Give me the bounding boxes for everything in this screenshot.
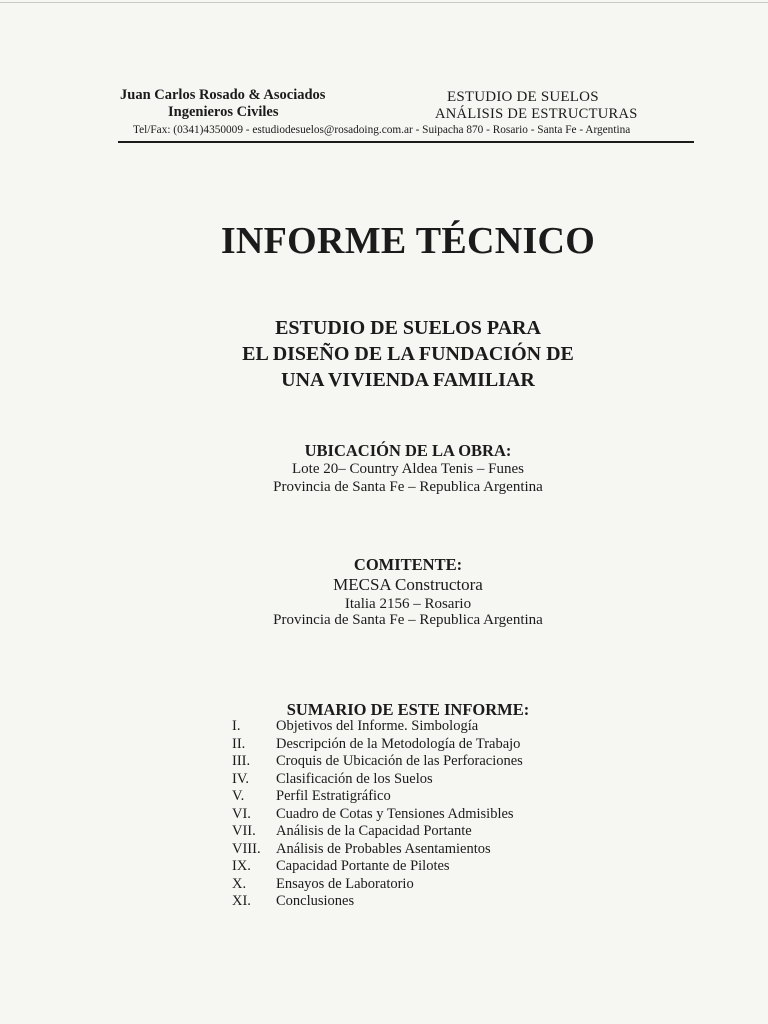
summary-item-number: III. (232, 753, 251, 769)
subtitle-line: ESTUDIO DE SUELOS PARA (275, 317, 541, 339)
summary-item-number: X. (232, 875, 247, 892)
summary-item (232, 823, 632, 841)
summary-item (232, 753, 632, 771)
summary-item (232, 788, 632, 806)
location-line: Provincia de Santa Fe – Republica Argentina (273, 479, 543, 495)
service-structural-analysis: ANÁLISIS DE ESTRUCTURAS (435, 106, 638, 122)
client-name: MECSA Constructora (333, 575, 483, 594)
summary-item (232, 718, 632, 736)
contact-line: Tel/Fax: (0341)4350009 - estudiodesuelos@rosadoing.com.ar - Suipacha 870 - Rosario - Santa Fe - Argentina (133, 124, 631, 136)
summary-item-number: VIII. (232, 840, 261, 857)
summary-item (232, 806, 632, 824)
summary-item-number: V. (232, 788, 245, 804)
summary-heading: SUMARIO DE ESTE INFORME: (286, 700, 530, 719)
client-heading: COMITENTE: (353, 555, 463, 574)
summary-item-text: Análisis de Probables Asentamientos (276, 840, 491, 857)
location-heading: UBICACIÓN DE LA OBRA: (304, 441, 512, 460)
summary-item-text: Descripción de la Metodología de Trabajo (276, 735, 521, 752)
firm-name: Juan Carlos Rosado & Asociados (120, 87, 326, 103)
summary-item (232, 736, 632, 754)
summary-item-number: IX. (232, 858, 251, 874)
location-line: Lote 20– Country Aldea Tenis – Funes (292, 461, 524, 477)
scan-edge-line (0, 2, 768, 3)
firm-profession: Ingenieros Civiles (168, 104, 279, 120)
summary-item-number: VII. (232, 823, 256, 839)
summary-item-number: IV. (232, 770, 250, 787)
subtitle-line: UNA VIVIENDA FAMILIAR (281, 369, 535, 391)
summary-item-text: Análisis de la Capacidad Portante (276, 823, 472, 839)
subtitle-line: EL DISEÑO DE LA FUNDACIÓN DE (242, 343, 574, 365)
summary-item-number: II. (232, 735, 246, 752)
summary-item (232, 858, 632, 876)
summary-item-text: Cuadro de Cotas y Tensiones Admisibles (276, 805, 514, 822)
summary-item-text: Croquis de Ubicación de las Perforaciones (276, 753, 523, 769)
summary-item-text: Ensayos de Laboratorio (276, 875, 414, 892)
summary-item-text: Clasificación de los Suelos (276, 770, 433, 787)
summary-list (232, 718, 632, 911)
summary-item-number: I. (232, 718, 241, 734)
client-address-line: Italia 2156 – Rosario (344, 596, 472, 612)
service-soil-studies: ESTUDIO DE SUELOS (447, 89, 599, 105)
summary-item (232, 771, 632, 789)
header-divider (118, 141, 694, 143)
summary-item-number: VI. (232, 805, 251, 822)
location-address (108, 460, 708, 496)
summary-item (232, 893, 632, 911)
summary-item (232, 876, 632, 894)
summary-item-text: Objetivos del Informe. Simbología (276, 718, 479, 734)
summary-item-text: Perfil Estratigráfico (276, 788, 391, 804)
client-address-line: Provincia de Santa Fe – Republica Argentina (273, 612, 543, 628)
summary-item-text: Conclusiones (276, 893, 355, 909)
summary-item (232, 841, 632, 859)
summary-item-number: XI. (232, 893, 251, 909)
summary-item-text: Capacidad Portante de Pilotes (276, 858, 450, 874)
document-title: INFORME TÉCNICO (220, 220, 596, 262)
document-subtitle (108, 315, 708, 393)
